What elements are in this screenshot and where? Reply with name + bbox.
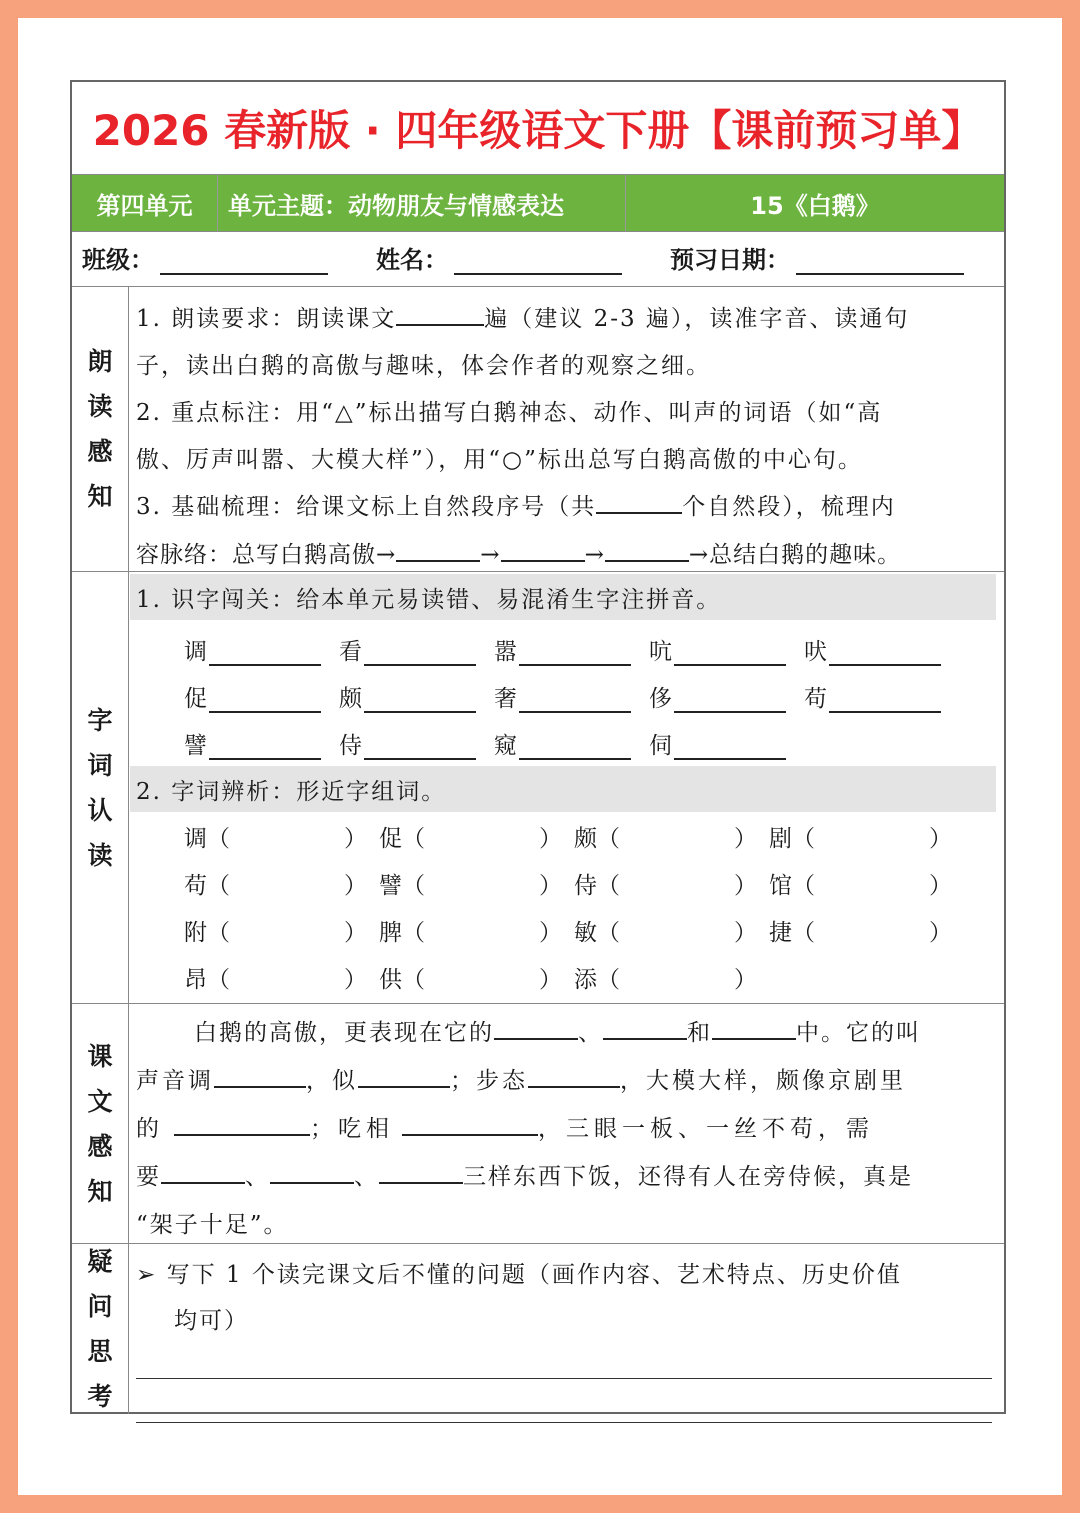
text: →总结白鹅的趣味。 <box>688 542 902 568</box>
char: 剧 <box>769 826 792 852</box>
text: 要 <box>136 1164 161 1190</box>
pinyin-item[interactable] <box>649 626 804 666</box>
fill-blank[interactable] <box>829 638 941 666</box>
char: 调 <box>184 639 207 665</box>
section-label <box>72 1004 129 1243</box>
label-char: 知 <box>87 1176 113 1206</box>
date-blank[interactable] <box>796 243 964 275</box>
paren: ） <box>344 967 367 993</box>
fill-blank[interactable] <box>712 1016 796 1040</box>
label-char: 感 <box>87 1131 113 1161</box>
reading-line-1 <box>136 300 996 333</box>
char: 脾 <box>379 920 402 946</box>
pinyin-item[interactable] <box>339 626 494 666</box>
text: 、 <box>578 1020 603 1046</box>
paren: ） <box>539 826 562 852</box>
fill-blank[interactable] <box>829 685 941 713</box>
paren: ） <box>344 873 367 899</box>
compare-item[interactable] <box>574 914 769 954</box>
worksheet-paper <box>18 18 1062 1495</box>
unit-theme: 单元主题：动物朋友与情感表达 <box>218 175 626 231</box>
char: 伺 <box>649 733 672 759</box>
text: 个自然段），梳理内 <box>682 494 896 520</box>
worksheet-table <box>70 80 1006 1414</box>
section-content <box>136 1004 996 1243</box>
paren: （ <box>792 873 815 899</box>
paren: （ <box>207 826 230 852</box>
compare-item[interactable] <box>184 867 379 907</box>
section-label <box>72 1244 129 1414</box>
paren: ） <box>539 967 562 993</box>
pinyin-item[interactable] <box>184 626 339 666</box>
section-label <box>72 286 129 571</box>
paren: ） <box>929 873 952 899</box>
compare-item[interactable] <box>769 914 964 954</box>
compare-item[interactable] <box>769 867 964 907</box>
fill-blank[interactable] <box>605 538 689 562</box>
class-blank[interactable] <box>160 243 328 275</box>
char: 侍 <box>339 733 362 759</box>
char: 捷 <box>769 920 792 946</box>
text: 3. 基础梳理：给课文标上自然段序号（共 <box>136 494 597 520</box>
fill-blank[interactable] <box>519 685 631 713</box>
fill-blank[interactable] <box>501 538 585 562</box>
paren: （ <box>597 873 620 899</box>
text: ，三眼一板、一丝不苟，需 <box>538 1116 874 1142</box>
paren: （ <box>597 967 620 993</box>
section-words <box>72 572 1004 1004</box>
paren: ） <box>344 826 367 852</box>
answer-line[interactable] <box>136 1422 992 1423</box>
text: 声音调 <box>136 1068 214 1094</box>
name-label: 姓名： <box>376 246 448 274</box>
char: 促 <box>379 826 402 852</box>
text: ；步态 <box>450 1068 528 1094</box>
compare-item[interactable] <box>184 961 379 1001</box>
pinyin-row <box>184 673 959 713</box>
char: 窥 <box>494 733 517 759</box>
pinyin-item[interactable] <box>494 720 649 760</box>
compare-item[interactable] <box>574 961 769 1001</box>
fill-blank[interactable] <box>519 732 631 760</box>
fill-blank[interactable] <box>674 685 786 713</box>
name-blank[interactable] <box>454 243 622 275</box>
fill-blank[interactable] <box>674 732 786 760</box>
fill-blank[interactable] <box>494 1016 578 1040</box>
paren: （ <box>792 920 815 946</box>
pinyin-item[interactable] <box>184 720 339 760</box>
compare-item[interactable] <box>379 820 574 860</box>
text: 遍（建议 2-3 遍），读准字音、读通句 <box>484 306 910 332</box>
text: 三样东西下饭，还得有人在旁侍候，真是 <box>463 1164 913 1190</box>
fill-blank[interactable] <box>396 538 480 562</box>
fill-blank[interactable] <box>596 490 682 514</box>
class-field[interactable] <box>82 240 328 275</box>
paren: （ <box>597 826 620 852</box>
text: 白鹅的高傲，更表现在它的 <box>194 1020 494 1046</box>
section-text <box>72 1004 1004 1244</box>
char: 馆 <box>769 873 792 899</box>
section-reading <box>72 286 1004 572</box>
paren: ） <box>539 920 562 946</box>
label-char: 考 <box>87 1382 113 1411</box>
fill-blank[interactable] <box>364 732 476 760</box>
fill-blank[interactable] <box>674 638 786 666</box>
text: ；吃相 <box>310 1116 394 1142</box>
fill-blank[interactable] <box>270 1160 354 1184</box>
label-char: 读 <box>87 840 113 870</box>
char: 调 <box>184 826 207 852</box>
section-content <box>136 1244 996 1414</box>
text: ，似 <box>306 1068 358 1094</box>
paren: ） <box>734 967 757 993</box>
lesson-title: 15《白鹅》 <box>750 191 880 220</box>
arrow: → <box>480 542 501 568</box>
pinyin-item[interactable] <box>339 720 494 760</box>
label-char: 感 <box>87 436 113 466</box>
char: 颇 <box>574 826 597 852</box>
section-content <box>128 572 996 1003</box>
text: 中。它的叫 <box>796 1020 921 1046</box>
fill-blank[interactable] <box>209 685 321 713</box>
char: 附 <box>184 920 207 946</box>
text: 1. 朗读要求：朗读课文 <box>136 306 397 332</box>
compare-row <box>184 820 964 860</box>
pinyin-item[interactable] <box>804 626 959 666</box>
compare-item[interactable] <box>574 820 769 860</box>
paren: ） <box>344 920 367 946</box>
text: 的 <box>136 1116 164 1142</box>
compare-item[interactable] <box>379 914 574 954</box>
fill-blank[interactable] <box>209 638 321 666</box>
unit-bar <box>72 174 1004 232</box>
fill-blank[interactable] <box>174 1112 310 1136</box>
reading-line-6 <box>136 536 996 569</box>
label-char: 问 <box>87 1292 113 1321</box>
paren: （ <box>402 873 425 899</box>
text: 容脉络：总写白鹅高傲→ <box>136 542 397 568</box>
compare-row <box>184 867 964 907</box>
paren: ） <box>734 826 757 852</box>
text: 、 <box>354 1164 379 1190</box>
compare-row <box>184 961 769 1001</box>
pinyin-item[interactable] <box>804 673 959 713</box>
char: 促 <box>184 686 207 712</box>
char: 譬 <box>379 873 402 899</box>
char: 看 <box>339 639 362 665</box>
compare-item[interactable] <box>379 961 574 1001</box>
fill-blank[interactable] <box>402 1112 538 1136</box>
pinyin-heading: 1. 识字闯关：给本单元易读错、易混淆生字注拼音。 <box>130 574 996 620</box>
char: 奢 <box>494 686 517 712</box>
paren: （ <box>792 826 815 852</box>
pinyin-row <box>184 626 959 666</box>
fill-blank[interactable] <box>209 732 321 760</box>
char: 供 <box>379 967 402 993</box>
question-line-2: 均可） <box>174 1308 249 1334</box>
pinyin-item[interactable] <box>184 673 339 713</box>
text: 写下 1 个读完课文后不懂的问题（画作内容、艺术特点、历史价值 <box>166 1262 902 1288</box>
label-char: 读 <box>87 391 113 421</box>
page-title: 2026 春新版 · 四年级语文下册【课前预习单】 <box>92 106 984 155</box>
fill-blank[interactable] <box>364 638 476 666</box>
pinyin-item[interactable] <box>494 673 649 713</box>
char: 侈 <box>649 686 672 712</box>
reading-line-3: 2. 重点标注：用“△”标出描写白鹅神态、动作、叫声的词语（如“高 <box>136 400 883 426</box>
char: 苟 <box>804 686 827 712</box>
paren: ） <box>734 920 757 946</box>
compare-item[interactable] <box>184 820 379 860</box>
compare-heading: 2. 字词辨析：形近字组词。 <box>130 766 996 812</box>
fill-blank[interactable] <box>519 638 631 666</box>
fill-blank[interactable] <box>528 1064 620 1088</box>
paren: （ <box>402 967 425 993</box>
label-char: 课 <box>87 1041 113 1071</box>
text: 、 <box>245 1164 270 1190</box>
compare-row <box>184 914 964 954</box>
char: 嚣 <box>494 639 517 665</box>
text-line-3 <box>136 1110 996 1143</box>
date-label: 预习日期： <box>670 246 790 274</box>
label-char: 思 <box>87 1337 113 1366</box>
answer-line[interactable] <box>136 1378 992 1379</box>
paren: （ <box>597 920 620 946</box>
compare-item[interactable] <box>769 820 964 860</box>
text-line-2 <box>136 1062 996 1095</box>
compare-item[interactable] <box>379 867 574 907</box>
reading-line-2: 子，读出白鹅的高傲与趣味，体会作者的观察之细。 <box>136 353 711 379</box>
fill-blank[interactable] <box>396 302 484 326</box>
compare-item[interactable] <box>184 914 379 954</box>
paren: （ <box>207 967 230 993</box>
char: 颇 <box>339 686 362 712</box>
reading-line-4: 傲、厉声叫嚣、大模大样”），用“○”标出总写白鹅高傲的中心句。 <box>136 447 863 473</box>
question-line-1 <box>136 1256 996 1289</box>
char: 昂 <box>184 967 207 993</box>
char: 添 <box>574 967 597 993</box>
class-label: 班级： <box>82 246 154 274</box>
fill-blank[interactable] <box>358 1064 450 1088</box>
fill-blank[interactable] <box>603 1016 687 1040</box>
name-field[interactable] <box>376 240 622 275</box>
pinyin-row <box>184 720 804 760</box>
text-line-4 <box>136 1158 996 1191</box>
paren: （ <box>402 826 425 852</box>
text-line-1 <box>194 1014 996 1047</box>
student-info-row <box>72 232 1004 287</box>
fill-blank[interactable] <box>214 1064 306 1088</box>
char: 敏 <box>574 920 597 946</box>
char: 吭 <box>649 639 672 665</box>
fill-blank[interactable] <box>161 1160 245 1184</box>
paren: （ <box>402 920 425 946</box>
label-char: 朗 <box>87 346 113 376</box>
char: 譬 <box>184 733 207 759</box>
section-content <box>136 286 996 571</box>
section-label <box>72 572 129 1003</box>
arrow: → <box>584 542 605 568</box>
label-char: 疑 <box>87 1247 113 1276</box>
compare-item[interactable] <box>574 867 769 907</box>
char: 侍 <box>574 873 597 899</box>
label-char: 认 <box>87 795 113 825</box>
char: 吠 <box>804 639 827 665</box>
label-char: 字 <box>87 705 113 735</box>
paren: ） <box>734 873 757 899</box>
pinyin-item[interactable] <box>339 673 494 713</box>
pinyin-item[interactable] <box>649 720 804 760</box>
paren: ） <box>539 873 562 899</box>
pinyin-item[interactable] <box>494 626 649 666</box>
paren: （ <box>207 920 230 946</box>
text: ，大模大样，颇像京剧里 <box>620 1068 906 1094</box>
paren: ） <box>929 920 952 946</box>
date-field[interactable] <box>670 240 964 275</box>
unit-name: 第四单元 <box>72 175 218 231</box>
pinyin-item[interactable] <box>649 673 804 713</box>
label-char: 知 <box>87 481 113 511</box>
label-char: 文 <box>87 1086 113 1116</box>
reading-line-5 <box>136 488 996 521</box>
text-line-5: “架子十足”。 <box>136 1212 289 1238</box>
arrow-bullet-icon: ➢ <box>136 1262 158 1288</box>
paren: ） <box>929 826 952 852</box>
char: 苟 <box>184 873 207 899</box>
fill-blank[interactable] <box>379 1160 463 1184</box>
label-char: 词 <box>87 750 113 780</box>
text: 和 <box>687 1020 712 1046</box>
section-questions <box>72 1244 1004 1414</box>
paren: （ <box>207 873 230 899</box>
fill-blank[interactable] <box>364 685 476 713</box>
